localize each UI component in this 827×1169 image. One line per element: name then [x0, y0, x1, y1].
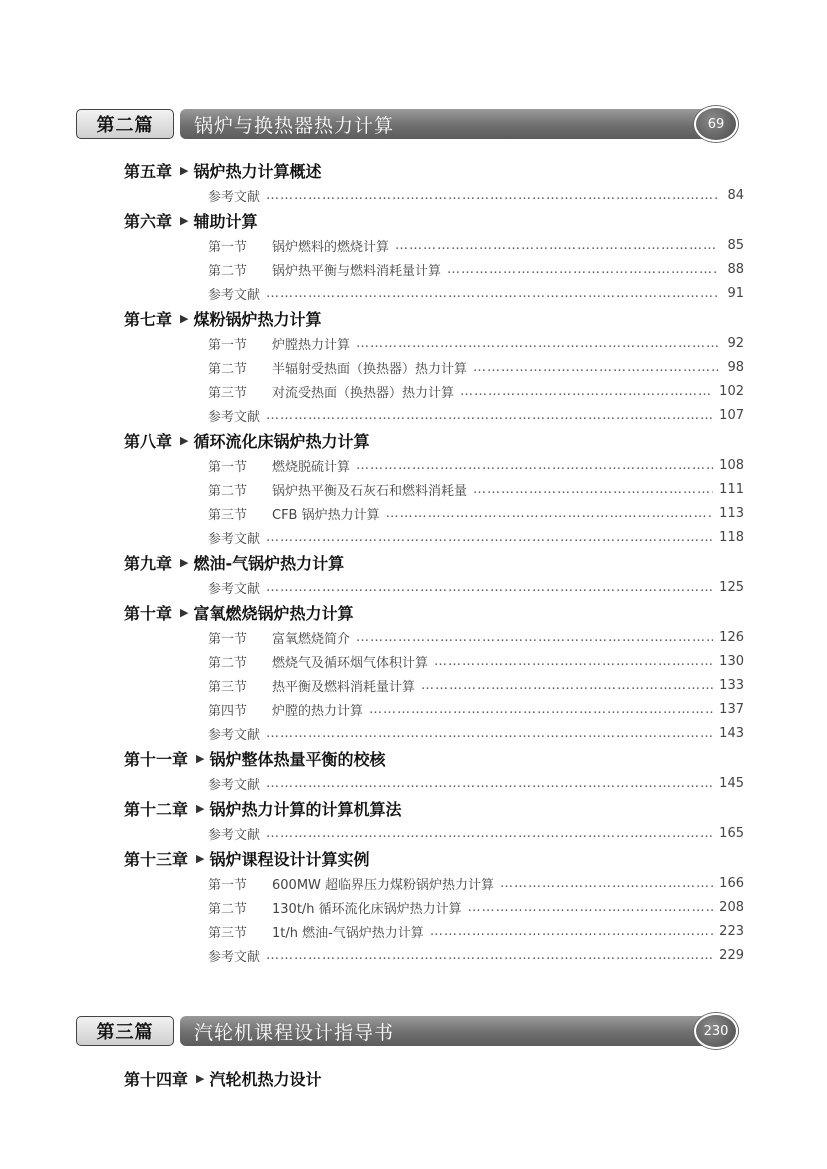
- section-title: 130t/h 循环流化床锅炉热力计算: [272, 901, 462, 917]
- page-number: 84: [727, 187, 744, 203]
- toc-entry[interactable]: [124, 453, 744, 477]
- section-title: 热平衡及燃料消耗量计算: [272, 679, 416, 695]
- dot-leader: [266, 188, 718, 203]
- part-page-number: 230: [694, 1013, 738, 1049]
- page-number: 145: [719, 775, 744, 791]
- toc-entry[interactable]: [124, 403, 744, 427]
- section-title: 锅炉热平衡与燃料消耗量计算: [272, 263, 442, 279]
- section-label: 第三节: [208, 507, 248, 523]
- chapter-heading: [124, 600, 744, 625]
- chapter-title: 富氧燃烧锅炉热力计算: [193, 604, 354, 623]
- chapter-title: 锅炉热力计算的计算机算法: [209, 800, 402, 819]
- section-label: 参考文献: [208, 287, 261, 303]
- page-number: 98: [727, 359, 744, 375]
- dot-leader: [266, 826, 713, 841]
- section-title: 600MW 超临界压力煤粉锅炉热力计算: [272, 877, 495, 893]
- page-number: 130: [719, 653, 744, 669]
- dot-leader: [386, 506, 714, 521]
- dot-leader: [473, 360, 718, 375]
- section-label: 参考文献: [208, 727, 261, 743]
- toc-entry[interactable]: [124, 895, 744, 919]
- page-number: 126: [719, 629, 744, 645]
- triangle-right-icon: ▶: [196, 852, 205, 865]
- chapter-heading: [124, 746, 744, 771]
- chapter-label: 第十四章: [124, 1070, 189, 1089]
- chapter-heading: [124, 846, 744, 871]
- section-label: 第三节: [208, 679, 248, 695]
- triangle-right-icon: ▶: [196, 1072, 205, 1085]
- chapter-heading: [124, 550, 744, 575]
- page-number: 223: [719, 923, 744, 939]
- page-number: 92: [727, 335, 744, 351]
- dot-leader: [356, 336, 718, 351]
- section-title: 燃烧脱硫计算: [272, 459, 351, 475]
- section-label: 第二节: [208, 361, 248, 377]
- section-label: 第一节: [208, 459, 248, 475]
- page-number: 108: [719, 457, 744, 473]
- section-label: 第一节: [208, 337, 248, 353]
- toc-entry[interactable]: [124, 943, 744, 967]
- toc-entry[interactable]: [124, 525, 744, 549]
- section-label: 第三节: [208, 385, 248, 401]
- page-number: 229: [719, 947, 744, 963]
- toc-entry[interactable]: [124, 721, 744, 745]
- chapter-title: 锅炉热力计算概述: [193, 162, 322, 181]
- part-title: 汽轮机课程设计指导书: [180, 1016, 718, 1046]
- chapter-heading: [124, 158, 744, 183]
- section-title: 对流受热面（换热器）热力计算: [272, 385, 455, 401]
- dot-leader: [447, 262, 718, 277]
- chapter-label: 第九章: [124, 554, 173, 573]
- dot-leader: [356, 630, 713, 645]
- dot-leader: [460, 384, 713, 399]
- section-label: 第二节: [208, 483, 248, 499]
- dot-leader: [266, 580, 713, 595]
- chapter-title: 锅炉课程设计计算实例: [209, 850, 370, 869]
- dot-leader: [266, 776, 713, 791]
- triangle-right-icon: ▶: [196, 802, 205, 815]
- section-title: 1t/h 燃油-气锅炉热力计算: [272, 925, 424, 941]
- part-header: [76, 1013, 738, 1049]
- page-number: 165: [719, 825, 744, 841]
- chapter-heading: [124, 306, 744, 331]
- toc-entry[interactable]: [124, 331, 744, 355]
- page-number: 208: [719, 899, 744, 915]
- chapter-title: 煤粉锅炉热力计算: [193, 310, 322, 329]
- table-of-contents: [124, 1065, 744, 1091]
- section-title: 半辐射受热面（换热器）热力计算: [272, 361, 468, 377]
- section-label: 参考文献: [208, 409, 261, 425]
- chapter-label: 第八章: [124, 432, 173, 451]
- page-number: 102: [719, 383, 744, 399]
- dot-leader: [266, 948, 713, 963]
- chapter-heading: [124, 208, 744, 233]
- page-number: 85: [727, 237, 744, 253]
- chapter-title: 锅炉整体热量平衡的校核: [209, 750, 386, 769]
- part-page-number: 69: [694, 106, 738, 142]
- section-label: 参考文献: [208, 189, 261, 205]
- table-of-contents: [124, 157, 744, 967]
- page-number: 113: [719, 505, 744, 521]
- toc-entry[interactable]: [124, 649, 744, 673]
- section-label: 参考文献: [208, 949, 261, 965]
- dot-leader: [473, 482, 713, 497]
- toc-entry[interactable]: [124, 771, 744, 795]
- page-number: 88: [727, 261, 744, 277]
- part-header: [76, 106, 738, 142]
- dot-leader: [434, 654, 713, 669]
- part-title: 锅炉与换热器热力计算: [180, 109, 718, 139]
- chapter-heading: [124, 796, 744, 821]
- dot-leader: [356, 458, 713, 473]
- dot-leader: [266, 408, 713, 423]
- toc-entry[interactable]: [124, 355, 744, 379]
- triangle-right-icon: ▶: [180, 214, 189, 227]
- dot-leader: [266, 286, 718, 301]
- section-label: 第二节: [208, 655, 248, 671]
- chapter-title: 燃油-气锅炉热力计算: [193, 554, 345, 573]
- page-number: 137: [719, 701, 744, 717]
- dot-leader: [500, 876, 713, 891]
- page-number: 133: [719, 677, 744, 693]
- chapter-label: 第七章: [124, 310, 173, 329]
- chapter-title: 辅助计算: [193, 212, 258, 231]
- toc-entry[interactable]: [124, 257, 744, 281]
- section-label: 参考文献: [208, 777, 261, 793]
- triangle-right-icon: ▶: [180, 606, 189, 619]
- section-label: 参考文献: [208, 531, 261, 547]
- dot-leader: [421, 678, 713, 693]
- dot-leader: [395, 238, 718, 253]
- part-label: 第三篇: [76, 1016, 174, 1046]
- toc-entry[interactable]: [124, 501, 744, 525]
- section-title: 燃烧气及循环烟气体积计算: [272, 655, 429, 671]
- page-number: 107: [719, 407, 744, 423]
- triangle-right-icon: ▶: [180, 312, 189, 325]
- page-number: 91: [727, 285, 744, 301]
- toc-entry[interactable]: [124, 821, 744, 845]
- section-label: 第一节: [208, 631, 248, 647]
- triangle-right-icon: ▶: [180, 434, 189, 447]
- triangle-right-icon: ▶: [180, 556, 189, 569]
- chapter-label: 第五章: [124, 162, 173, 181]
- toc-entry[interactable]: [124, 379, 744, 403]
- section-title: 锅炉热平衡及石灰石和燃料消耗量: [272, 483, 468, 499]
- page-number: 118: [719, 529, 744, 545]
- section-title: 锅炉燃料的燃烧计算: [272, 239, 390, 255]
- part-label: 第二篇: [76, 109, 174, 139]
- section-label: 参考文献: [208, 827, 261, 843]
- chapter-heading: [124, 1066, 744, 1091]
- chapter-label: 第六章: [124, 212, 173, 231]
- toc-entry[interactable]: [124, 233, 744, 257]
- chapter-label: 第十章: [124, 604, 173, 623]
- chapter-title: 循环流化床锅炉热力计算: [193, 432, 370, 451]
- page-number: 143: [719, 725, 744, 741]
- section-label: 第一节: [208, 239, 248, 255]
- section-label: 第四节: [208, 703, 248, 719]
- toc-entry[interactable]: [124, 919, 744, 943]
- toc-entry[interactable]: [124, 575, 744, 599]
- chapter-label: 第十一章: [124, 750, 189, 769]
- page-number: 125: [719, 579, 744, 595]
- dot-leader: [266, 726, 713, 741]
- toc-entry[interactable]: [124, 673, 744, 697]
- section-title: 富氧燃烧简介: [272, 631, 351, 647]
- section-title: CFB 锅炉热力计算: [272, 507, 380, 523]
- dot-leader: [369, 702, 713, 717]
- chapter-title: 汽轮机热力设计: [209, 1070, 322, 1089]
- chapter-label: 第十三章: [124, 850, 189, 869]
- toc-entry[interactable]: [124, 871, 744, 895]
- triangle-right-icon: ▶: [180, 164, 189, 177]
- dot-leader: [266, 530, 713, 545]
- triangle-right-icon: ▶: [196, 752, 205, 765]
- chapter-label: 第十二章: [124, 800, 189, 819]
- section-label: 第二节: [208, 263, 248, 279]
- toc-entry[interactable]: [124, 183, 744, 207]
- toc-entry[interactable]: [124, 697, 744, 721]
- dot-leader: [468, 900, 714, 915]
- page-number: 166: [719, 875, 744, 891]
- toc-entry[interactable]: [124, 281, 744, 305]
- dot-leader: [430, 924, 713, 939]
- chapter-heading: [124, 428, 744, 453]
- section-label: 第二节: [208, 901, 248, 917]
- section-label: 第三节: [208, 925, 248, 941]
- page-number: 111: [719, 481, 744, 497]
- toc-entry[interactable]: [124, 477, 744, 501]
- section-title: 炉膛热力计算: [272, 337, 351, 353]
- section-label: 参考文献: [208, 581, 261, 597]
- section-title: 炉膛的热力计算: [272, 703, 364, 719]
- toc-entry[interactable]: [124, 625, 744, 649]
- section-label: 第一节: [208, 877, 248, 893]
